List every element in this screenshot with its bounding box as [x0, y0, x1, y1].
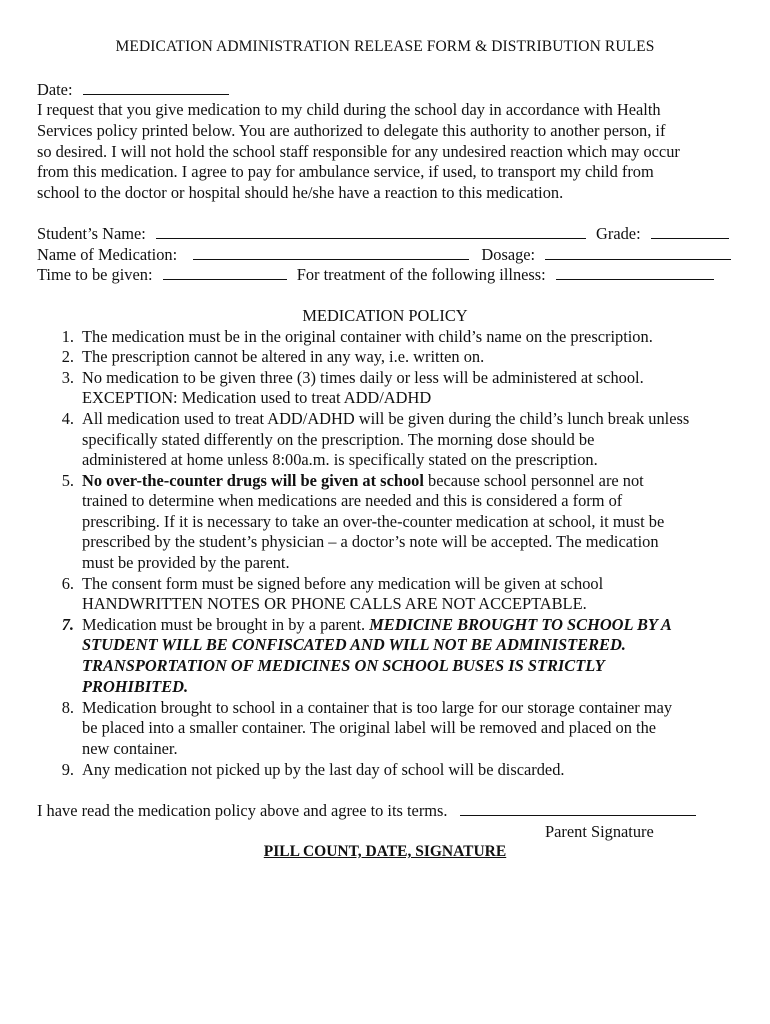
illness-label: For treatment of the following illness:: [296, 265, 546, 284]
consent-line: school to the doctor or hospital should he/she have a reaction to this medication.: [37, 183, 564, 202]
time-label: Time to be given:: [37, 265, 153, 284]
policy-item-text: [82, 615, 672, 635]
otc-warning-rest: because school personnel are not: [423, 471, 644, 490]
consent-line: from this medication. I agree to pay for ambulance service, if used, to transport my child from: [37, 162, 654, 181]
policy-item-number: 6.: [61, 574, 74, 593]
policy-item-text: All medication used to treat ADD/ADHD will be given during the child’s lunch break unless: [82, 409, 690, 428]
policy-item-text: must be provided by the parent.: [82, 553, 290, 572]
date-field[interactable]: [83, 80, 229, 95]
policy-item-number: 3.: [61, 368, 74, 387]
agreement-text: I have read the medication policy above and agree to its terms.: [37, 801, 448, 820]
policy-item-number: 9.: [61, 760, 74, 779]
policy-item-text: prescribing. If it is necessary to take an over-the-counter medication at school, it must be: [82, 512, 665, 531]
student-name-field[interactable]: [156, 224, 586, 239]
medication-row: [37, 245, 731, 265]
pill-count-heading: PILL COUNT, DATE, SIGNATURE: [263, 843, 507, 860]
policy-item-number: 5.: [61, 471, 74, 490]
policy-item-number: 1.: [61, 327, 74, 346]
policy-item-text: HANDWRITTEN NOTES OR PHONE CALLS ARE NOT ACCEPTABLE.: [82, 594, 587, 613]
student-row: [37, 224, 729, 244]
policy-heading: MEDICATION POLICY: [302, 306, 468, 325]
policy-item-text: be placed into a smaller container. The original label will be removed and placed on the: [82, 718, 657, 737]
signature-label: Parent Signature: [545, 822, 654, 841]
date-line: [37, 80, 229, 100]
policy-item-number: 8.: [61, 698, 74, 717]
grade-label: Grade:: [596, 224, 641, 243]
policy-item-text: prescribed by the student’s physician – a doctor’s note will be accepted. The medication: [82, 532, 659, 551]
otc-warning: No over-the-counter drugs will be given at school: [82, 471, 424, 490]
dosage-label: Dosage:: [481, 245, 536, 264]
policy-item-number: 2.: [61, 347, 74, 366]
policy-item-text: The medication must be in the original container with child’s name on the prescription.: [82, 327, 653, 346]
policy-item-number: 7.: [61, 615, 74, 634]
parent-signature-field[interactable]: [460, 801, 696, 816]
consent-line: Services policy printed below. You are authorized to delegate this authority to another person, if: [37, 121, 666, 140]
time-row: [37, 265, 714, 285]
policy-item-text: [82, 471, 644, 491]
time-field[interactable]: [163, 265, 287, 280]
illness-field[interactable]: [556, 265, 714, 280]
policy-item-text: The prescription cannot be altered in any way, i.e. written on.: [82, 347, 485, 366]
policy-item-number: 4.: [61, 409, 74, 428]
policy-item-text: STUDENT WILL BE CONFISCATED AND WILL NOT BE ADMINISTERED.: [82, 635, 626, 654]
policy-item-text: trained to determine when medications are needed and this is considered a form of: [82, 491, 623, 510]
policy-item-text: new container.: [82, 739, 178, 758]
confiscation-warning: MEDICINE BROUGHT TO SCHOOL BY A: [369, 615, 672, 634]
student-name-label: Student’s Name:: [37, 224, 146, 243]
policy-item-text: PROHIBITED.: [82, 677, 189, 696]
agreement-line: [37, 801, 696, 821]
consent-line: I request that you give medication to my child during the school day in accordance with Health: [37, 100, 661, 119]
policy-item-text: EXCEPTION: Medication used to treat ADD/ADHD: [82, 388, 432, 407]
policy-item-text: The consent form must be signed before any medication will be given at school: [82, 574, 604, 593]
policy-item-text: TRANSPORTATION OF MEDICINES ON SCHOOL BUSES IS STRICTLY: [82, 656, 605, 675]
date-label: Date:: [37, 80, 73, 99]
medication-name-field[interactable]: [193, 245, 469, 260]
medication-name-label: Name of Medication:: [37, 245, 178, 264]
parent-delivery-rule: Medication must be brought in by a parent.: [82, 615, 370, 634]
dosage-field[interactable]: [545, 245, 731, 260]
policy-item-text: No medication to be given three (3) times daily or less will be administered at school.: [82, 368, 644, 387]
policy-item-text: administered at home unless 8:00a.m. is specifically stated on the prescription.: [82, 450, 598, 469]
policy-item-text: specifically stated differently on the prescription. The morning dose should be: [82, 430, 595, 449]
form-title: MEDICATION ADMINISTRATION RELEASE FORM & DISTRIBUTION RULES: [115, 38, 655, 55]
consent-line: so desired. I will not hold the school staff responsible for any undesired reaction which may occur: [37, 142, 680, 161]
grade-field[interactable]: [651, 224, 729, 239]
policy-item-text: Any medication not picked up by the last day of school will be discarded.: [82, 760, 565, 779]
policy-item-text: Medication brought to school in a container that is too large for our storage container may: [82, 698, 673, 717]
